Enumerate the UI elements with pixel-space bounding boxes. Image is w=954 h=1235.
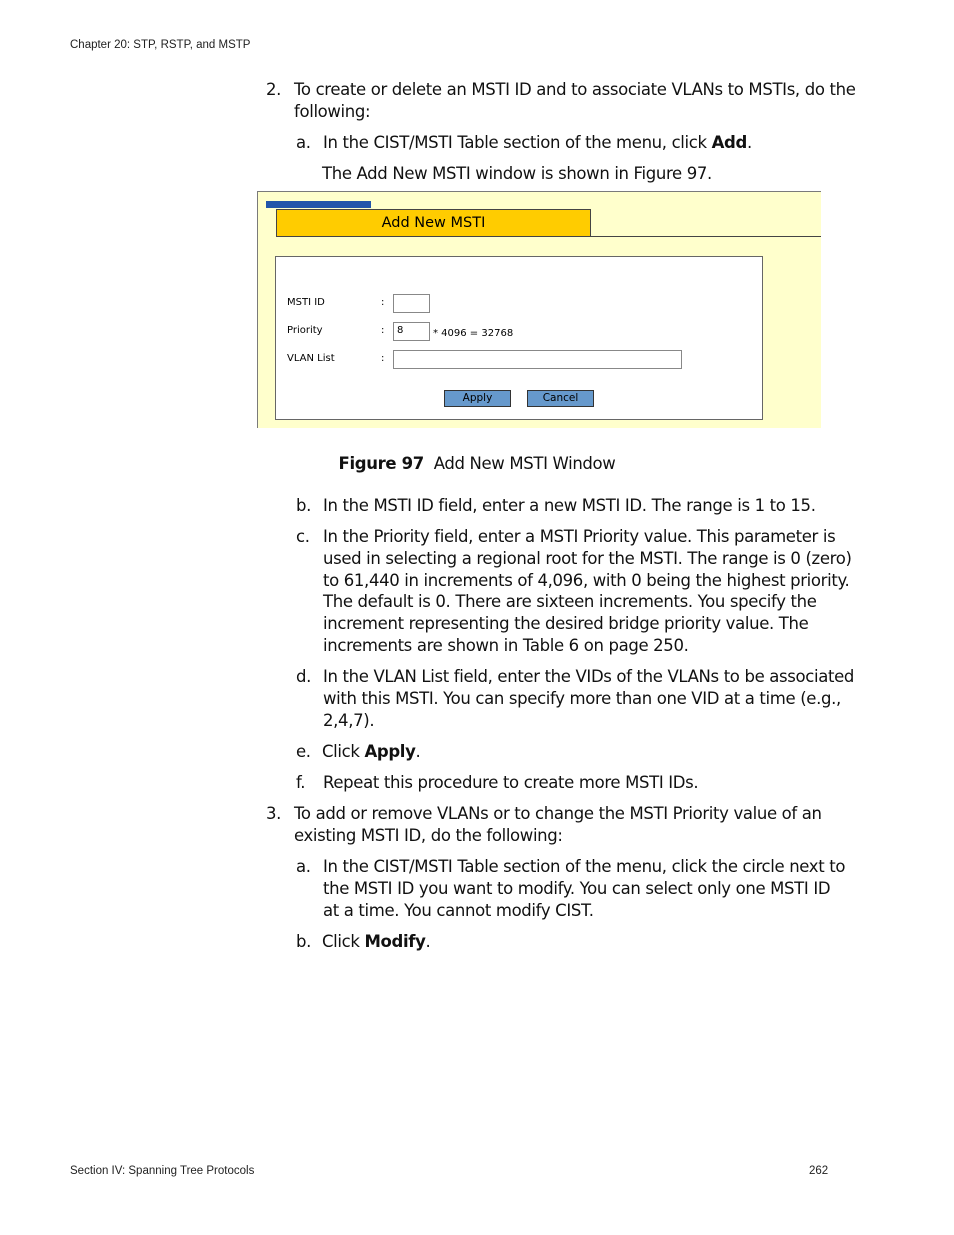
- cancel-button[interactable]: Cancel: [527, 390, 594, 407]
- step-2d-line2: with this MSTI. You can specify more than one VID at a time (e.g.,: [323, 689, 841, 708]
- step-3a-line3: at a time. You cannot modify CIST.: [323, 901, 594, 920]
- chapter-header: Chapter 20: STP, RSTP, and MSTP: [70, 39, 251, 51]
- title-divider: [591, 236, 821, 237]
- figure-caption-text: Add New MSTI Window: [433, 454, 616, 473]
- msti-id-colon: :: [381, 297, 385, 308]
- step-2c-letter: c.: [296, 527, 310, 546]
- priority-label: Priority: [287, 325, 323, 336]
- msti-form: [275, 256, 763, 420]
- priority-multiplier-hint: * 4096 = 32768: [433, 328, 514, 339]
- step-3-text-line1: To add or remove VLANs or to change the MSTI Priority value of an: [294, 804, 822, 823]
- step-2d-line3: 2,4,7).: [323, 711, 375, 730]
- msti-id-label: MSTI ID: [287, 297, 325, 308]
- step-3b-letter: b.: [296, 932, 312, 951]
- apply-keyword: Apply: [364, 742, 416, 761]
- step-3a-line2: the MSTI ID you want to modify. You can select only one MSTI ID: [323, 879, 831, 898]
- step-2d-letter: d.: [296, 667, 312, 686]
- add-keyword: Add: [711, 133, 747, 152]
- step-2e-letter: e.: [296, 742, 311, 761]
- step-2a-text: In the CIST/MSTI Table section of the menu, click Add.: [323, 133, 752, 152]
- window-tab-strip: [266, 201, 371, 208]
- window-title: Add New MSTI: [276, 209, 591, 237]
- step-2c-line2: used in selecting a regional root for the MSTI. The range is 0 (zero): [323, 549, 852, 568]
- step-2-number: 2.: [266, 80, 282, 99]
- step-3-text-line2: existing MSTI ID, do the following:: [294, 826, 563, 845]
- vlan-list-label: VLAN List: [287, 353, 335, 364]
- step-2c-line3: to 61,440 in increments of 4,096, with 0 being the highest priority.: [323, 571, 850, 590]
- step-2e-text: Click Apply.: [322, 742, 421, 761]
- step-2b-text: In the MSTI ID field, enter a new MSTI ID. The range is 1 to 15.: [323, 496, 816, 515]
- step-2c-line4: The default is 0. There are sixteen increments. You specify the: [323, 592, 817, 611]
- section-footer: Section IV: Spanning Tree Protocols: [70, 1165, 255, 1177]
- step-2c-line1: In the Priority field, enter a MSTI Priority value. This parameter is: [323, 527, 836, 546]
- apply-button[interactable]: Apply: [444, 390, 511, 407]
- vlan-list-colon: :: [381, 353, 385, 364]
- step-2c-line6: increments are shown in Table 6 on page 250.: [323, 636, 689, 655]
- step-3a-letter: a.: [296, 857, 311, 876]
- modify-keyword: Modify: [364, 932, 426, 951]
- step-2-text-line1: To create or delete an MSTI ID and to associate VLANs to MSTIs, do the: [294, 80, 856, 99]
- step-2b-letter: b.: [296, 496, 312, 515]
- figure-caption: [0, 454, 954, 473]
- step-3-number: 3.: [266, 804, 282, 823]
- step-2c-line5: increment representing the desired bridge priority value. The: [323, 614, 809, 633]
- step-2d-line1: In the VLAN List field, enter the VIDs of the VLANs to be associated: [323, 667, 855, 686]
- priority-colon: :: [381, 325, 385, 336]
- step-2a-letter: a.: [296, 133, 311, 152]
- priority-input[interactable]: 8: [393, 322, 430, 341]
- page-number: 262: [809, 1165, 829, 1177]
- step-3a-line1: In the CIST/MSTI Table section of the menu, click the circle next to: [323, 857, 846, 876]
- step-2a-note: The Add New MSTI window is shown in Figure 97.: [322, 164, 712, 183]
- step-2-text-line2: following:: [294, 102, 371, 121]
- step-2f-text: Repeat this procedure to create more MSTI IDs.: [323, 773, 699, 792]
- add-new-msti-figure: [257, 191, 821, 428]
- msti-id-input[interactable]: [393, 294, 430, 313]
- vlan-list-input[interactable]: [393, 350, 682, 369]
- step-2f-letter: f.: [296, 773, 306, 792]
- figure-caption-label: Figure 97: [338, 454, 424, 473]
- step-3b-text: Click Modify.: [322, 932, 431, 951]
